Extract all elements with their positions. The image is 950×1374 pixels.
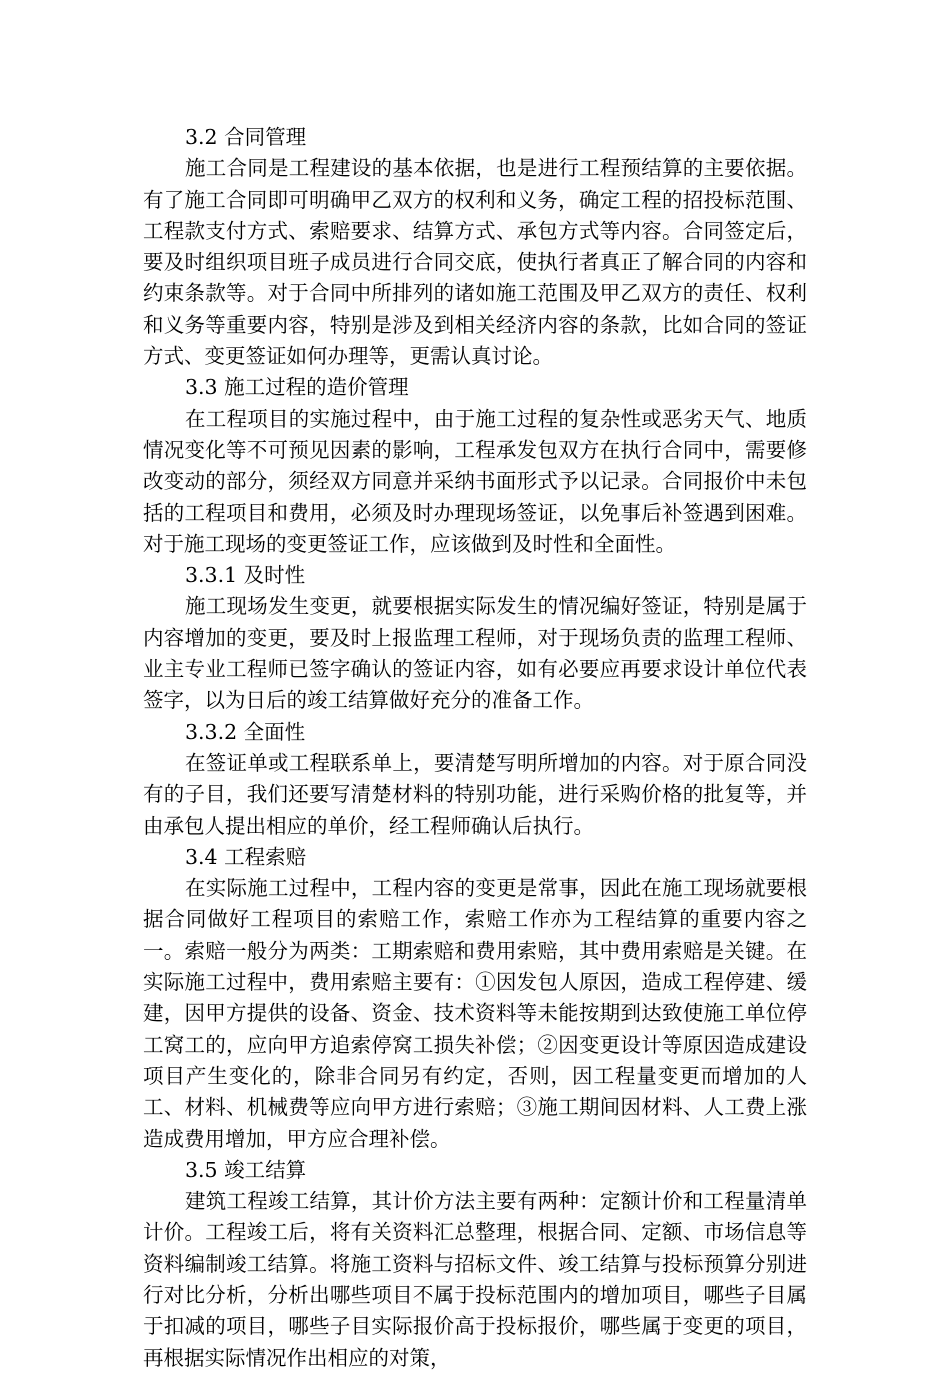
paragraph-claims: 在实际施工过程中，工程内容的变更是常事，因此在施工现场就要根据合同做好工程项目的索赔工作，索赔工作亦为工程结算的重要内容之一。索赔一般分为两类：工期索赔和费用索赔，其中费用索赔是关键。在实际施工过程中，费用索赔主要有：①因发包人原因，造成工程停建、缓建，因甲方提供的设备、资金、技术资料等未能按期到达致使施工单位停工窝工的，应向甲方追索停窝工损失补偿；②因变更设计等原因造成建设项目产生变化的，除非合同另有约定，否则，因工程量变更而增加的人工、材料、机械费等应向甲方进行索赔；③施工期间因材料、人工费上涨造成费用增加，甲方应合理补偿。	[143, 876, 807, 1151]
section-heading-3-3-1: 3.3.1 及时性	[185, 563, 306, 588]
section-heading-3-5: 3.5 竣工结算	[185, 1157, 307, 1182]
section-heading-3-4: 3.4 工程索赔	[185, 844, 307, 869]
section-heading-3-3-2: 3.3.2 全面性	[185, 719, 306, 744]
paragraph-construction-cost-management: 在工程项目的实施过程中，由于施工过程的复杂性或恶劣天气、地质情况变化等不可预见因素的影响，工程承发包双方在执行合同中，需要修改变动的部分，须经双方同意并采纳书面形式予以记录。合同报价中未包括的工程项目和费用，必须及时办理现场签证，以免事后补签遇到困难。对于施工现场的变更签证工作，应该做到及时性和全面性。	[143, 406, 807, 556]
document-page	[143, 122, 807, 1374]
section-heading-3-3: 3.3 施工过程的造价管理	[185, 375, 409, 400]
paragraph-comprehensiveness: 在签证单或工程联系单上，要清楚写明所增加的内容。对于原合同没有的子目，我们还要写清楚材料的特别功能，进行采购价格的批复等，并由承包人提出相应的单价，经工程师确认后执行。	[143, 750, 807, 838]
paragraph-contract-management: 施工合同是工程建设的基本依据，也是进行工程预结算的主要依据。有了施工合同即可明确甲乙双方的权利和义务，确定工程的招投标范围、工程款支付方式、索赔要求、结算方式、承包方式等内容。合同签定后，要及时组织项目班子成员进行合同交底，使执行者真正了解合同的内容和约束条款等。对于合同中所排列的诸如施工范围及甲乙双方的责任、权利和义务等重要内容，特别是涉及到相关经济内容的条款，比如合同的签证方式、变更签证如何办理等，更需认真讨论。	[143, 156, 807, 369]
paragraph-timeliness: 施工现场发生变更，就要根据实际发生的情况编好签证，特别是属于内容增加的变更，要及时上报监理工程师，对于现场负责的监理工程师、业主专业工程师已签字确认的签证内容，如有必要应再要求设计单位代表签字，以为日后的竣工结算做好充分的准备工作。	[143, 594, 807, 713]
section-heading-3-2: 3.2 合同管理	[185, 125, 307, 149]
paragraph-final-settlement: 建筑工程竣工结算，其计价方法主要有两种：定额计价和工程量清单计价。工程竣工后，将有关资料汇总整理，根据合同、定额、市场信息等资料编制竣工结算。将施工资料与招标文件、竣工结算与投标预算分别进行对比分析，分析出哪些项目不属于投标范围内的增加项目，哪些子目属于扣减的项目，哪些子目实际报价高于投标报价，哪些属于变更的项目，再根据实际情况作出相应的对策，	[143, 1189, 807, 1370]
